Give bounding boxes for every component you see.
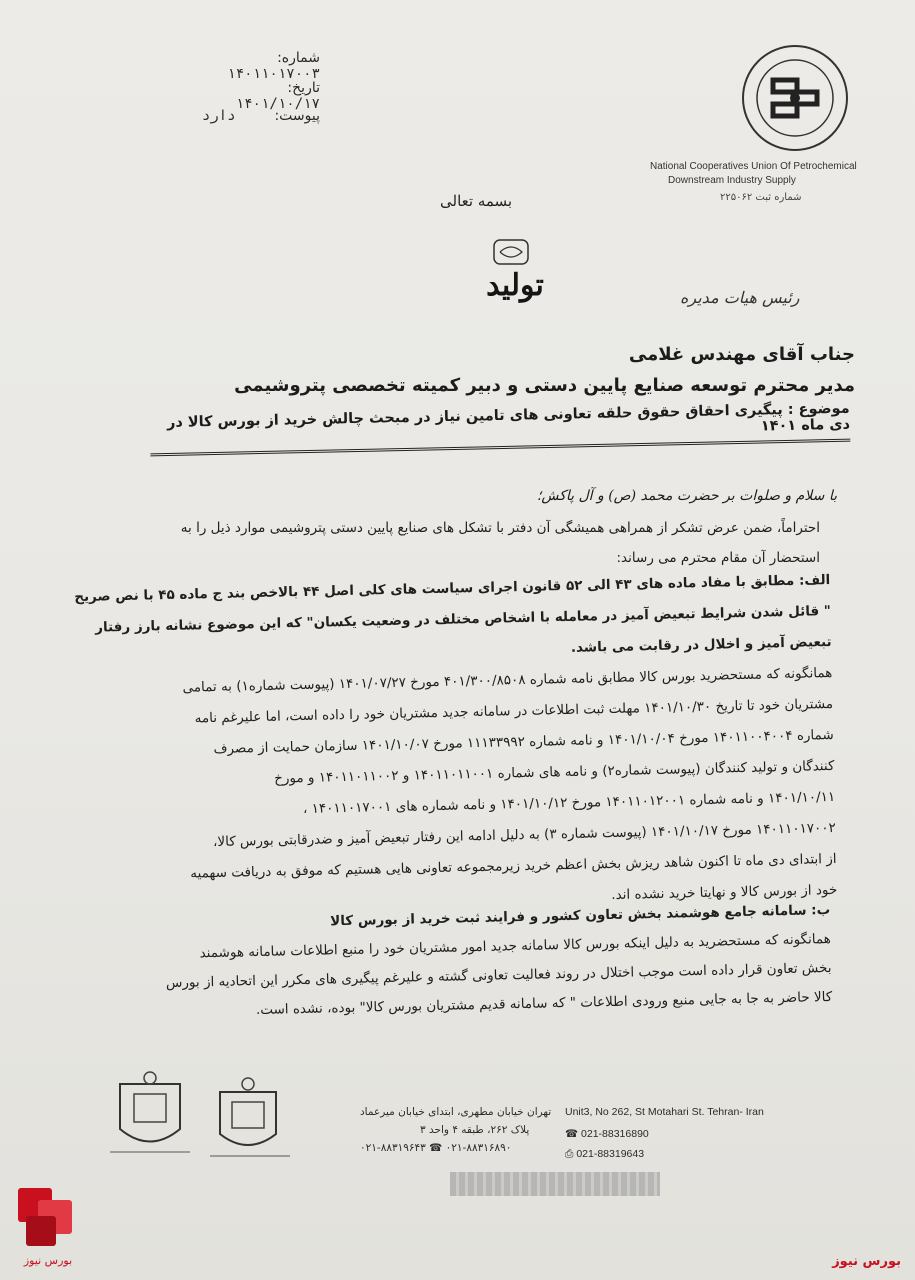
footer-strip [450, 1172, 660, 1196]
letter-number-label: شماره: [277, 50, 320, 66]
org-name-en-line2: Downstream Industry Supply [668, 175, 796, 186]
bourse-news-logo-icon [8, 1180, 88, 1270]
paragraph-b-line: همانگونه که مستحضرید به دلیل اینکه بورس کالا سامانه جدید امور مشتریان خود را منبع اطلاعات سامانه هوشمند [199, 930, 832, 962]
union-logo-icon [725, 40, 865, 160]
footer-phone-en: 021-88316890 [581, 1128, 649, 1140]
paragraph-a-line: کنندگان و تولید کنندگان (پیوست شماره۲) و نامه های شماره ۱۴۰۱۱۰۱۱۰۰۱ و ۱۴۰۱۱۰۱۱۰۰۲ و مورخ [274, 757, 835, 787]
paragraph-a-line: ۱۴۰۱/۱۰/۱۱ و نامه شماره ۱۴۰۱۱۰۱۲۰۰۱ مورخ ۱۴۰۱/۱۰/۱۲ و نامه شماره های ۱۴۰۱۱۰۱۷۰۰۱ ، [302, 788, 836, 818]
slogan-emblem-icon [492, 238, 530, 266]
footer-phones-fa [360, 1142, 511, 1154]
recipient-title: مدیر محترم توسعه صنایع پایین دستی و دبیر کمیته تخصصی پتروشیمی [234, 375, 855, 396]
paragraph-a-line: خود از بورس کالا و نهایتا خرید نشده اند. [611, 881, 838, 904]
phone-icon: ☎ [565, 1128, 579, 1140]
paragraph-a [74, 572, 838, 929]
watermark-site-name: بورس نیوز [832, 1254, 901, 1269]
paragraph-a-line: الف: مطابق با مفاد ماده های ۴۳ الی ۵۲ قانون اجرای سیاست های کلی اصل ۴۴ بالاخص بند ج ماده ۴۵ با نص صریح [74, 572, 831, 606]
intro-line: احتراماً، ضمن عرض تشکر از همراهی همیشگی آن دفتر با تشکل های صنایع پایین دستی پتروشیمی موارد ذیل را به [180, 520, 820, 536]
org-name-en-line1: National Cooperatives Union Of Petrochemical [650, 161, 857, 172]
paragraph-b-line: بخش تعاون قرار داده است موجب اختلال در روند فعالیت تعاونی گشته و علیرغم پیگیری های مکرر این اتحادیه از بورس [165, 959, 832, 992]
paragraph-b-line: ب: سامانه جامع هوشمند بخش تعاون کشور و فرایند ثبت خرید از بورس کالا [330, 902, 831, 930]
slogan-text: تولید [486, 268, 544, 303]
paragraph-a-line: از ابتدای دی ماه تا اکنون شاهد ریزش بخش اعظم خرید زیرمجموعه تعاونی هایی هستیم که موفق به دریافت سهمیه [190, 850, 837, 882]
footer-phone-fa: ۰۲۱-۸۸۳۱۶۸۹۰ [445, 1142, 512, 1154]
bismillah: بسمه تعالی [440, 192, 513, 210]
footer-fax-en: 021-88319643 [576, 1148, 645, 1160]
org-registration: شماره ثبت ۲۲۵۰۶۲ [720, 192, 802, 203]
intro-line: استحضار آن مقام محترم می رساند: [616, 550, 820, 566]
recipient-name: جناب آقای مهندس غلامی [628, 344, 855, 365]
letter-subject: موضوع : پیگیری احقاق حقوق حلقه تعاونی های تامین نیاز در مبحث چالش خرید از بورس کالا در دی ماه ۱۴۰۱ [150, 401, 851, 457]
footer-address-fa: تهران خیابان مطهری، ابتدای خیابان میرعماد [360, 1106, 552, 1118]
footer-address-en: Unit3, No 262, St Motahari St. Tehran- Iran [565, 1106, 764, 1118]
production-slogan [470, 238, 560, 308]
paragraph-a-line: ۱۴۰۱۱۰۱۷۰۰۲ مورخ ۱۴۰۱/۱۰/۱۷ (پیوست شماره ۳) به دلیل ادامه این رفتار تبعیض آمیز و ضدرقابتی بورس کالا، [212, 819, 836, 851]
fax-icon: ⎙ [565, 1148, 574, 1160]
paragraph-a-line: " قائل شدن شرایط تبعیض آمیز در معامله با اشخاص مختلف در وضعیت یکسان" که این موضوع نشانه بارز رفتار [95, 602, 832, 636]
greeting: با سلام و صلوات بر حضرت محمد (ص) و آل پاکش؛ [536, 488, 837, 504]
paragraph-a-line: همانگونه که مستحضرید بورس کالا مطابق نامه شماره ۴۰۱/۳۰۰/۸۵۰۸ مورخ ۱۴۰۱/۰۷/۲۷ (پیوست شماره۱) به تمامی [182, 664, 833, 696]
footer-address-fa2: پلاک ۲۶۲، طبقه ۴ واحد ۳ [420, 1124, 530, 1136]
letter-attachment-label: پیوست: [274, 108, 320, 124]
paragraph-a-line: تبعیض آمیز و اخلال در رقابت می باشد. [570, 633, 832, 656]
footer-phone-en-row [565, 1128, 649, 1140]
paragraph-b-line: کالا حاضر به جا به جایی منبع ورودی اطلاعات " که سامانه قدیم مشتریان بورس کالا" بوده، نشده است. [255, 988, 833, 1019]
letter-attachment-row [170, 108, 320, 124]
watermark-logo-text: بورس نیوز [23, 1254, 73, 1267]
board-chair-note: رئیس هیات مدیره [680, 288, 800, 307]
phone-icon: ☎ [429, 1142, 443, 1154]
paragraph-b [100, 902, 832, 1029]
letter-number-row [170, 50, 320, 82]
letter-number-value: ۱۴۰۱۱۰۱۷۰۰۳ [227, 66, 320, 82]
letter-attachment-value: دارد [201, 108, 236, 124]
footer-emblems [100, 1064, 300, 1174]
letter-date-label: تاریخ: [287, 80, 320, 96]
footer-fax-fa: ۰۲۱-۸۸۳۱۹۶۴۳ [360, 1142, 426, 1154]
org-name-en [650, 160, 880, 188]
footer-fax-en-row [565, 1148, 644, 1161]
letter-date-value: ۱۴۰۱/۱۰/۱۷ [235, 96, 320, 112]
emblem-right-icon [210, 1078, 290, 1156]
paragraph-a-line: شماره ۱۴۰۱۱۰۰۴۰۰۴ مورخ ۱۴۰۱/۱۰/۰۴ و نامه شماره ۱۱۱۳۳۹۹۲ مورخ ۱۴۰۱/۱۰/۰۷ سازمان حمایت از مصرف [213, 726, 834, 758]
emblem-left-icon [110, 1072, 190, 1152]
intro-paragraph [100, 520, 820, 580]
paragraph-a-line: مشتریان خود تا تاریخ ۱۴۰۱/۱۰/۳۰ مهلت ثبت اطلاعات در سامانه جدید مشتریان خود را داده است، اما علیرغم نامه [194, 695, 834, 727]
